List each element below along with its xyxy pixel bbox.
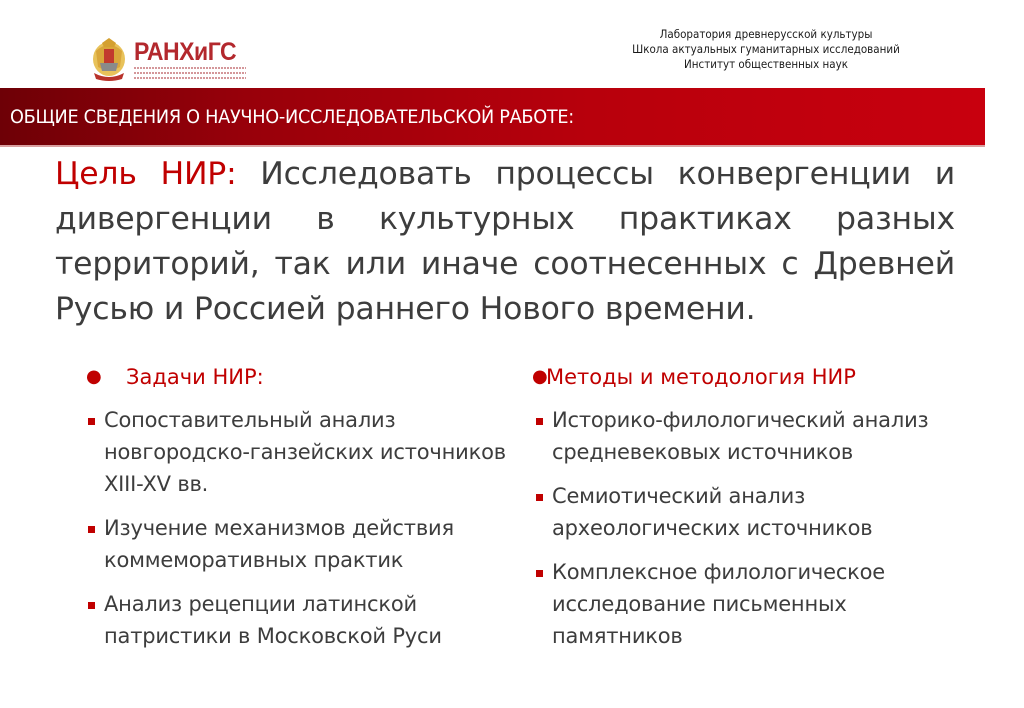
tasks-heading-label: Задачи НИР: bbox=[126, 365, 264, 389]
tasks-heading bbox=[80, 363, 510, 391]
bullet-icon: ● bbox=[86, 366, 102, 387]
goal-text: Исследовать процессы конвергенции и дивергенции в культурных практиках разных территорий, так или иначе соотнесенных с Древней Русью и Россией раннего Нового времени. bbox=[55, 156, 955, 327]
list-item: Семиотический анализ археологических источников bbox=[528, 480, 958, 544]
square-bullet-icon bbox=[88, 526, 95, 533]
logo-title: РАНХиГС bbox=[134, 37, 237, 66]
coat-of-arms-icon bbox=[90, 37, 128, 83]
tasks-list bbox=[80, 404, 510, 652]
section-banner bbox=[0, 88, 985, 147]
square-bullet-icon bbox=[536, 570, 543, 577]
methods-heading bbox=[528, 363, 958, 391]
org-institute: Институт общественных наук bbox=[684, 57, 848, 71]
list-item: Сопоставительный анализ новгородско-ганзейских источников XIII-XV вв. bbox=[80, 404, 510, 500]
ranepa-logo bbox=[90, 36, 260, 84]
banner-title: ОБЩИЕ СВЕДЕНИЯ О НАУЧНО-ИССЛЕДОВАТЕЛЬСКОЙ РАБОТЕ: bbox=[10, 105, 574, 128]
list-item: Историко-филологический анализ средневековых источников bbox=[528, 404, 958, 468]
logo-subtitle-lines bbox=[134, 67, 246, 82]
square-bullet-icon bbox=[536, 494, 543, 501]
list-item: Анализ рецепции латинской патристики в Московской Руси bbox=[80, 588, 510, 652]
research-goal bbox=[55, 152, 955, 332]
methods-list bbox=[528, 404, 958, 652]
org-lab: Лаборатория древнерусской культуры bbox=[659, 27, 873, 41]
square-bullet-icon bbox=[88, 418, 95, 425]
list-item: Комплексное филологическое исследование письменных памятников bbox=[528, 556, 958, 652]
bullet-icon: ● bbox=[532, 366, 548, 387]
org-info bbox=[606, 27, 926, 72]
square-bullet-icon bbox=[536, 418, 543, 425]
square-bullet-icon bbox=[88, 602, 95, 609]
tasks-column bbox=[80, 358, 510, 664]
goal-label: Цель НИР: bbox=[55, 156, 237, 192]
methods-column bbox=[528, 358, 958, 664]
methods-heading-label: Методы и методология НИР bbox=[546, 365, 856, 389]
org-school: Школа актуальных гуманитарных исследований bbox=[632, 42, 900, 56]
list-item: Изучение механизмов действия коммеморативных практик bbox=[80, 512, 510, 576]
